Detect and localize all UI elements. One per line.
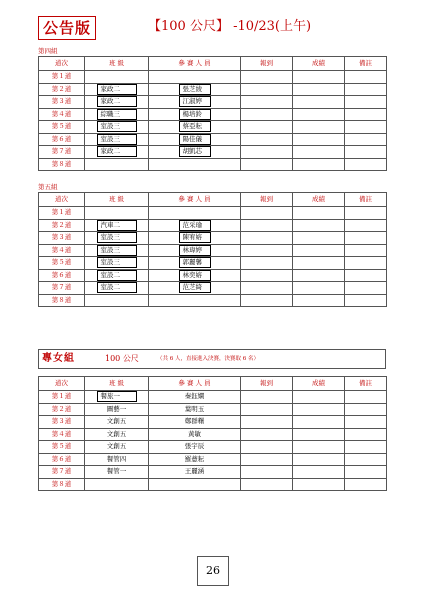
class-cell: 家政二 [97,84,137,95]
class-cell: 汽車二 [97,220,137,231]
lane-cell: 第８道 [39,294,85,307]
athlete-col-header: 參 賽 人 員 [149,377,241,391]
result-cell [293,453,345,466]
note-cell [345,478,387,491]
table-row [39,391,387,404]
checkin-cell [241,282,293,295]
checkin-cell [241,158,293,171]
result-cell [293,219,345,232]
result-cell [293,391,345,404]
checkin-cell [241,96,293,109]
page-number: 26 [197,556,229,586]
checkin-cell [241,121,293,134]
result-cell [293,133,345,146]
class-cell: 餐旅一 [97,391,137,402]
athlete-col-header: 參 賽 人 員 [149,193,241,207]
table-row [39,441,387,454]
special-group-title: 專女組 [42,353,75,364]
note-cell [345,403,387,416]
checkin-cell [241,478,293,491]
class-cell: 家政二 [97,96,137,107]
class-cell: 圖藝一 [106,404,127,413]
table-header-row [39,377,387,391]
table-row [39,453,387,466]
athlete-name-cell: 范芝綺 [179,282,211,293]
lane-cell: 第７道 [39,146,85,159]
result-cell [293,121,345,134]
table-header-row [39,57,387,71]
note-cell [345,294,387,307]
athlete-name-cell: 王麗涵 [184,467,205,476]
class-cell: 室設三 [97,245,137,256]
athlete-name-cell: 范采瑜 [179,220,211,231]
athlete-name-cell: 郭麗馨 [179,257,211,268]
athlete-name-cell: 羅薏耘 [184,454,205,463]
class-cell: 文創五 [106,442,127,451]
group-4-label: 第四組 [38,47,58,55]
result-cell [293,244,345,257]
note-cell [345,257,387,270]
note-cell [345,121,387,134]
table-row [39,207,387,220]
result-cell [293,478,345,491]
checkin-cell [241,146,293,159]
class-cell: 文創五 [106,429,127,438]
lane-cell: 第４道 [39,428,85,441]
lane-cell: 第３道 [39,416,85,429]
note-col-header: 備註 [345,57,387,71]
result-cell [293,158,345,171]
note-cell [345,466,387,479]
special-event-banner [38,349,386,369]
class-cell: 綜職三 [97,109,137,120]
checkin-cell [241,294,293,307]
lane-cell: 第２道 [39,403,85,416]
class-cell: 室設三 [97,232,137,243]
lane-cell: 第２道 [39,83,85,96]
result-col-header: 成績 [293,377,345,391]
athlete-name-cell: 張芝綾 [179,84,211,95]
lane-cell: 第４道 [39,244,85,257]
checkin-cell [241,133,293,146]
checkin-cell [241,403,293,416]
lane-cell: 第６道 [39,133,85,146]
note-cell [345,282,387,295]
athlete-name-cell: 林奕嫆 [179,270,211,281]
class-cell: 室設三 [97,257,137,268]
table-row [39,83,387,96]
checkin-col-header: 報到 [241,57,293,71]
athlete-name-cell: 陽佳儀 [179,134,211,145]
table-row [39,121,387,134]
result-col-header: 成績 [293,193,345,207]
result-cell [293,441,345,454]
result-col-header: 成績 [293,57,345,71]
checkin-cell [241,108,293,121]
table-header-row [39,193,387,207]
class-cell: 餐管一 [106,467,127,476]
lane-col-header: 道次 [39,377,85,391]
table-row [39,146,387,159]
table-row [39,257,387,270]
note-cell [345,428,387,441]
athlete-name-cell: 蔡亞耘 [179,121,211,132]
athlete-name-cell: 林瑋婷 [179,245,211,256]
lane-cell: 第１道 [39,71,85,84]
table-row [39,232,387,245]
note-cell [345,269,387,282]
result-cell [293,269,345,282]
special-group-table [38,376,387,491]
result-cell [293,403,345,416]
checkin-col-header: 報到 [241,377,293,391]
note-cell [345,453,387,466]
checkin-cell [241,441,293,454]
lane-col-header: 道次 [39,193,85,207]
athlete-name-cell: 葉明玉 [184,404,205,413]
table-row [39,158,387,171]
note-cell [345,391,387,404]
lane-cell: 第２道 [39,219,85,232]
athlete-name-cell: 陳宥嫆 [179,232,211,243]
class-cell: 室設二 [97,270,137,281]
table-row [39,96,387,109]
table-row [39,466,387,479]
special-event-name: 100 公尺 [105,354,139,363]
special-event-note: （共 6 人，直接進入決賽，決賽取 6 名） [157,356,259,362]
lane-cell: 第５道 [39,121,85,134]
result-cell [293,71,345,84]
lane-cell: 第３道 [39,232,85,245]
note-col-header: 備註 [345,193,387,207]
table-row [39,416,387,429]
table-row [39,403,387,416]
checkin-cell [241,416,293,429]
table-row [39,269,387,282]
note-cell [345,416,387,429]
note-cell [345,232,387,245]
result-cell [293,282,345,295]
result-cell [293,466,345,479]
athlete-name-cell: 楊培鈴 [179,109,211,120]
table-row [39,133,387,146]
athlete-name-cell: 鄭群糬 [184,417,205,426]
class-col-header: 班 級 [85,193,149,207]
note-cell [345,244,387,257]
table-row [39,282,387,295]
class-cell: 家政二 [97,146,137,157]
checkin-cell [241,453,293,466]
group-4-table [38,56,387,171]
table-row [39,478,387,491]
result-cell [293,416,345,429]
checkin-cell [241,83,293,96]
lane-cell: 第８道 [39,478,85,491]
note-cell [345,441,387,454]
checkin-cell [241,391,293,404]
lane-cell: 第８道 [39,158,85,171]
lane-cell: 第６道 [39,269,85,282]
lane-col-header: 道次 [39,57,85,71]
result-cell [293,232,345,245]
lane-cell: 第４道 [39,108,85,121]
event-header-title: 【100 公尺】 -10/23(上午) [148,19,312,34]
class-col-header: 班 級 [85,57,149,71]
athlete-name-cell: 張宇辰 [184,442,205,451]
result-cell [293,96,345,109]
lane-cell: 第７道 [39,282,85,295]
checkin-cell [241,257,293,270]
class-cell: 室設三 [97,121,137,132]
table-row [39,294,387,307]
athlete-name-cell: 胡凱芯 [179,146,211,157]
athlete-col-header: 參 賽 人 員 [149,57,241,71]
note-cell [345,207,387,220]
athlete-name-cell: 黃敏 [188,429,201,438]
result-cell [293,108,345,121]
group-5-table [38,192,387,307]
note-cell [345,71,387,84]
result-cell [293,207,345,220]
note-cell [345,108,387,121]
note-cell [345,83,387,96]
checkin-cell [241,244,293,257]
result-cell [293,257,345,270]
result-cell [293,83,345,96]
lane-cell: 第１道 [39,391,85,404]
class-cell: 室設三 [97,134,137,145]
checkin-cell [241,466,293,479]
class-col-header: 班 級 [85,377,149,391]
lane-cell: 第５道 [39,257,85,270]
lane-cell: 第６道 [39,453,85,466]
lane-cell: 第３道 [39,96,85,109]
result-cell [293,428,345,441]
lane-cell: 第１道 [39,207,85,220]
checkin-cell [241,428,293,441]
note-cell [345,96,387,109]
result-cell [293,146,345,159]
table-row [39,428,387,441]
note-col-header: 備註 [345,377,387,391]
note-cell [345,133,387,146]
lane-cell: 第７道 [39,466,85,479]
class-cell: 餐管四 [106,454,127,463]
checkin-cell [241,232,293,245]
class-cell: 室設二 [97,282,137,293]
checkin-col-header: 報到 [241,193,293,207]
checkin-cell [241,71,293,84]
checkin-cell [241,207,293,220]
checkin-cell [241,269,293,282]
note-cell [345,219,387,232]
result-cell [293,294,345,307]
announcement-badge: 公告版 [38,16,96,40]
note-cell [345,158,387,171]
table-row [39,219,387,232]
table-row [39,244,387,257]
table-row [39,71,387,84]
class-cell: 文創五 [106,417,127,426]
lane-cell: 第５道 [39,441,85,454]
note-cell [345,146,387,159]
checkin-cell [241,219,293,232]
table-row [39,108,387,121]
athlete-name-cell: 江淑婷 [179,96,211,107]
athlete-name-cell: 秦鈺嫻 [184,392,205,401]
group-5-label: 第五組 [38,183,58,191]
